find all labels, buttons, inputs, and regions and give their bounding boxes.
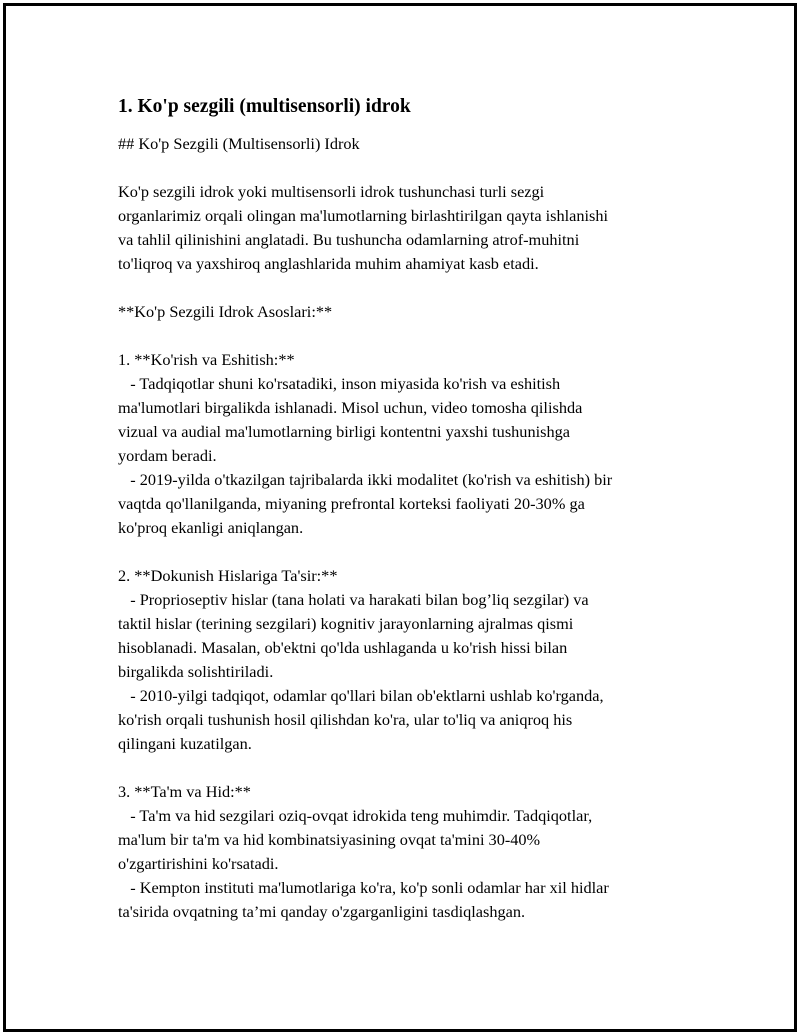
text-line: - 2010-yilgi tadqiqot, odamlar qo'llari bilan ob'ektlarni ushlab ko'rganda, [118,686,604,705]
document-body [118,94,688,924]
text-line: ko'proq ekanligi aniqlangan. [118,518,304,537]
text-line: birgalikda solishtiriladi. [118,662,274,681]
text-line: ta'sirida ovqatning ta’mi qanday o'zgarganligini tasdiqlashgan. [118,902,526,921]
document-title: 1. Ko'p sezgili (multisensorli) idrok [118,96,411,117]
text-line: ko'rish orqali tushunish hosil qilishdan ko'ra, ular to'liq va aniqroq his [118,710,573,729]
text-line: Ko'p sezgili idrok yoki multisensorli idrok tushunchasi turli sezgi [118,182,545,201]
text-line: to'liqroq va yaxshiroq anglashlarida muhim ahamiyat kasb etadi. [118,254,539,273]
blank-line [118,276,688,300]
text-line: qilingani kuzatilgan. [118,734,252,753]
text-line: taktil hislar (terining sezgilari) kognitiv jarayonlarning ajralmas qismi [118,614,574,633]
text-line: - Kempton instituti ma'lumotlariga ko'ra, ko'p sonli odamlar har xil hidlar [118,878,609,897]
text-line: ma'lumotlari birgalikda ishlanadi. Misol uchun, video tomosha qilishda [118,398,583,417]
text-line: - Tadqiqotlar shuni ko'rsatadiki, inson miyasida ko'rish va eshitish [118,374,561,393]
text-line: va tahlil qilinishini anglatadi. Bu tushuncha odamlarning atrof-muhitni [118,230,580,249]
text-line: 3. **Ta'm va Hid:** [118,782,251,801]
text-line: o'zgartirishini ko'rsatadi. [118,854,279,873]
blank-line [118,156,688,180]
text-line: **Ko'p Sezgili Idrok Asoslari:** [118,302,333,321]
text-line: - Ta'm va hid sezgilari oziq-ovqat idrokida teng muhimdir. Tadqiqotlar, [118,806,593,825]
blank-line [118,324,688,348]
blank-line [118,540,688,564]
text-line: hisoblanadi. Masalan, ob'ektni qo'lda ushlaganda u ko'rish hissi bilan [118,638,568,657]
text-line: - 2019-yilda o'tkazilgan tajribalarda ikki modalitet (ko'rish va eshitish) bir [118,470,613,489]
text-line: - Proprioseptiv hislar (tana holati va harakati bilan bog’liq sezgilar) va [118,590,589,609]
text-line: vaqtda qo'llanilganda, miyaning prefrontal korteksi faoliyati 20-30% ga [118,494,585,513]
text-line: 2. **Dokunish Hislariga Ta'sir:** [118,566,338,585]
text-line: organlarimiz orqali olingan ma'lumotlarning birlashtirilgan qayta ishlanishi [118,206,609,225]
text-line: 1. **Ko'rish va Eshitish:** [118,350,295,369]
blank-line [118,756,688,780]
text-line: ma'lum bir ta'm va hid kombinatsiyasining ovqat ta'mini 30-40% [118,830,541,849]
text-line: ## Ko'p Sezgili (Multisensorli) Idrok [118,134,360,153]
document-text [118,132,688,924]
text-line: yordam beradi. [118,446,217,465]
text-line: vizual va audial ma'lumotlarning birligi kontentni yaxshi tushunishga [118,422,570,441]
